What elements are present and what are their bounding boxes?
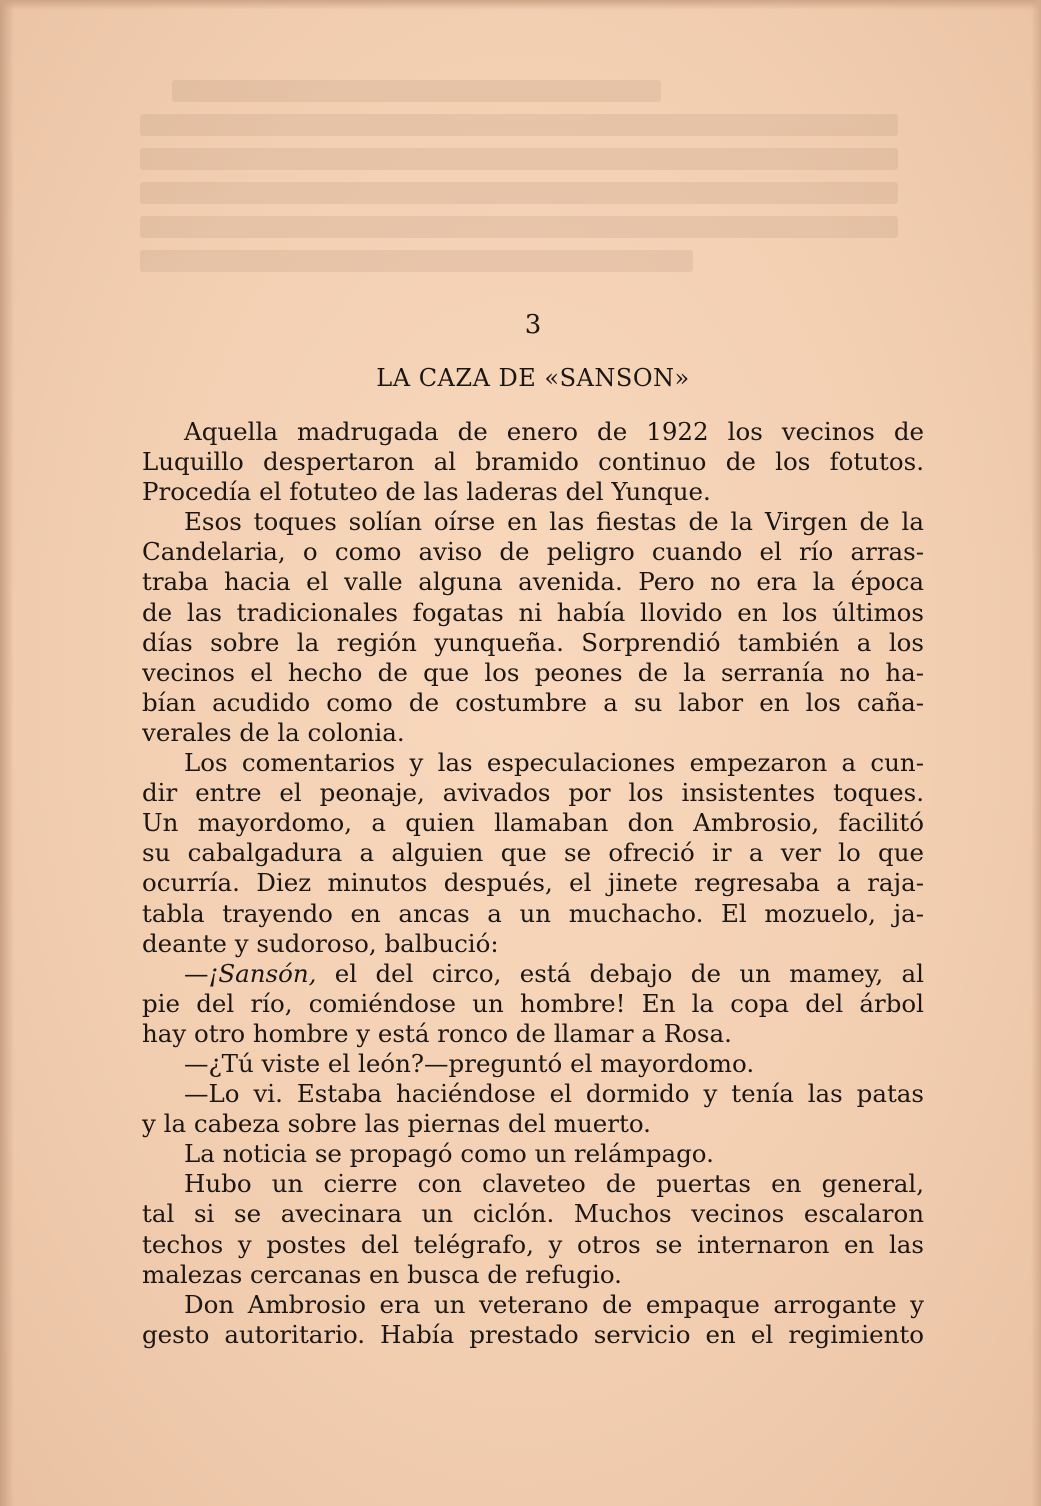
text-line: tal si se avecinara un ciclón. Muchos vecinos escalaron xyxy=(142,1199,924,1229)
text-line: —Lo vi. Estaba haciéndose el dormido y tenía las patas xyxy=(184,1079,924,1109)
paragraph xyxy=(142,1079,924,1139)
page-edge-top xyxy=(0,0,1041,10)
dialogue-dash: — xyxy=(184,958,209,988)
text-line: Aquella madrugada de enero de 1922 los vecinos de xyxy=(184,417,924,446)
text-line: dir entre el peonaje, avivados por los insistentes toques. xyxy=(142,778,924,808)
text-line: verales de la colonia. xyxy=(142,717,405,747)
paragraph xyxy=(142,417,924,507)
text-line: Un mayordomo, a quien llamaban don Ambrosio, facilitó xyxy=(142,808,924,838)
text-line: Luquillo despertaron al bramido continuo de los fotutos. xyxy=(142,447,924,477)
text-line: gesto autoritario. Había prestado servicio en el regimiento xyxy=(142,1319,924,1349)
show-through-text xyxy=(140,80,930,310)
text-line: su cabalgadura a alguien que se ofreció ir a ver lo que xyxy=(142,838,924,868)
chapter-number: 3 xyxy=(524,310,542,340)
paragraph xyxy=(142,959,924,1049)
text-line: y la cabeza sobre las piernas del muerto. xyxy=(142,1109,651,1139)
text-line: Procedía el fotuteo de las laderas del Yunque. xyxy=(142,477,711,507)
text-line: pie del río, comiéndose un hombre! En la copa del árbol xyxy=(142,988,924,1018)
body-text xyxy=(142,417,924,1350)
text-fragment: el del circo, está debajo de un mamey, al xyxy=(316,958,924,988)
text-line: traba hacia el valle alguna avenida. Pero no era la época xyxy=(142,567,924,597)
text-line: —¿Tú viste el león?—preguntó el mayordomo. xyxy=(184,1048,755,1078)
italic-name: ¡Sansón, xyxy=(208,958,317,988)
chapter-title: LA CAZA DE «SANSON» xyxy=(376,364,690,392)
paragraph xyxy=(142,1139,924,1169)
text-line: vecinos el hecho de que los peones de la serranía no ha- xyxy=(142,657,924,687)
text-line: tabla trayendo en ancas a un muchacho. El mozuelo, ja- xyxy=(142,898,924,928)
paragraph xyxy=(142,507,924,748)
paragraph xyxy=(142,1290,924,1350)
text-line: de las tradicionales fogatas ni había llovido en los últimos xyxy=(142,597,924,627)
text-line: días sobre la región yunqueña. Sorprendió también a los xyxy=(142,627,924,657)
text-line: techos y postes del telégrafo, y otros se internaron en las xyxy=(142,1229,924,1259)
text-line: Don Ambrosio era un veterano de empaque arrogante y xyxy=(184,1289,924,1319)
text-line: Esos toques solían oírse en las fiestas de la Virgen de la xyxy=(184,507,924,537)
text-line: Los comentarios y las especulaciones empezaron a cun- xyxy=(184,748,924,778)
paragraph xyxy=(142,1169,924,1289)
text-line xyxy=(142,959,924,989)
paragraph xyxy=(142,1049,924,1079)
text-line: ocurría. Diez minutos después, el jinete regresaba a raja- xyxy=(142,868,924,898)
text-line: hay otro hombre y está ronco de llamar a Rosa. xyxy=(142,1018,732,1048)
text-line: malezas cercanas en busca de refugio. xyxy=(142,1259,622,1289)
text-line: deante y sudoroso, balbució: xyxy=(142,928,499,958)
text-line: Hubo un cierre con claveteo de puertas en general, xyxy=(184,1169,924,1199)
paragraph xyxy=(142,748,924,959)
text-line: La noticia se propagó como un relámpago. xyxy=(184,1139,714,1169)
text-line: bían acudido como de costumbre a su labor en los caña- xyxy=(142,687,924,717)
page-edge-left xyxy=(0,0,14,1506)
page-edge-right xyxy=(1031,0,1041,1506)
text-line: Candelaria, o como aviso de peligro cuando el río arras- xyxy=(142,537,924,567)
